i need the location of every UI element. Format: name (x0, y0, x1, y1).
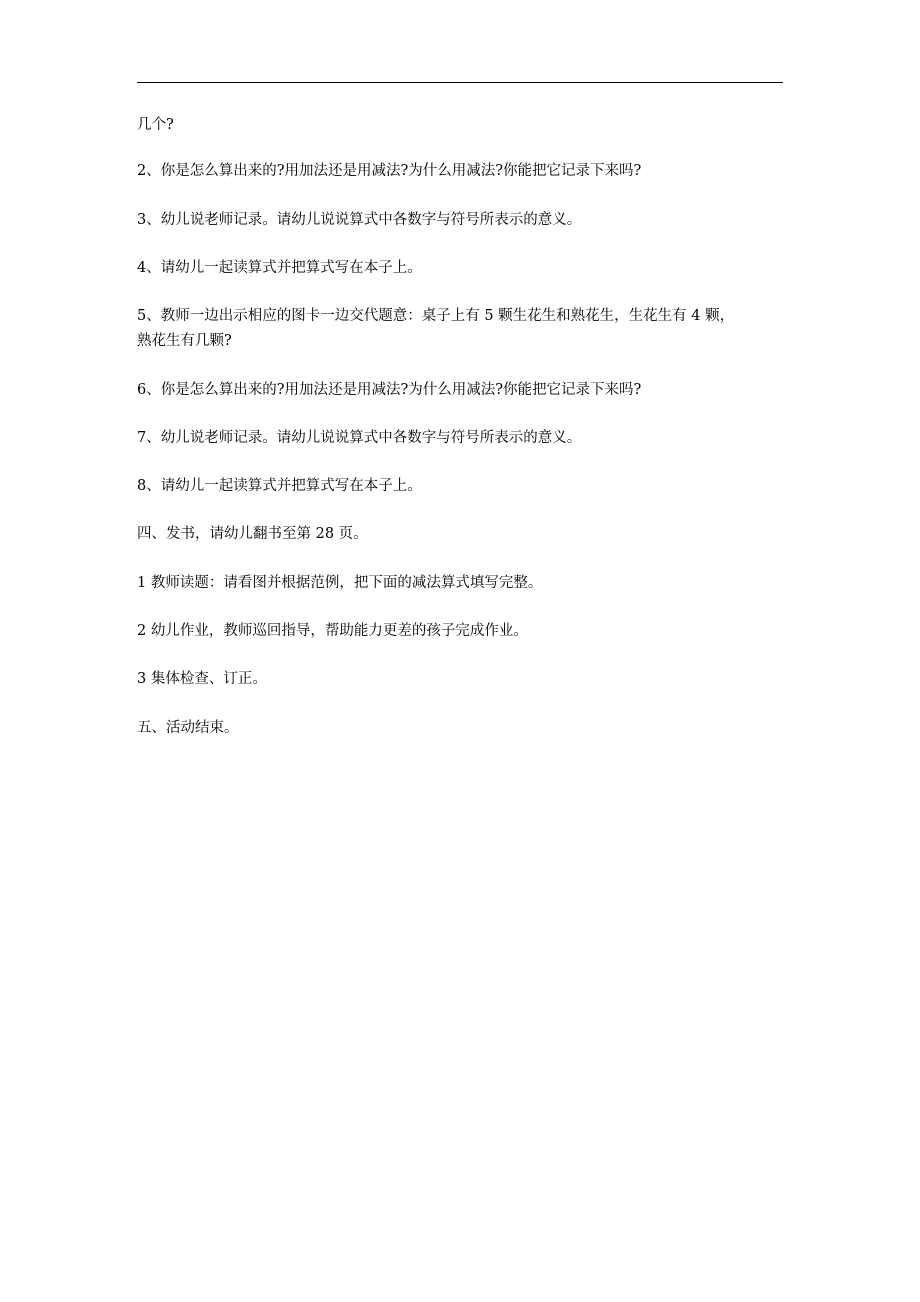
section-heading-4: 四、发书，请幼儿翻书至第 28 页。 (137, 526, 368, 542)
paragraph-continuation: 几个? (137, 117, 174, 133)
paragraph-step-1: 1 教师读题：请看图并根据范例，把下面的减法算式填写完整。 (137, 575, 543, 591)
paragraph-step-3: 3 集体检查、订正。 (137, 671, 267, 687)
paragraph-item-8: 8、请幼儿一起读算式并把算式写在本子上。 (137, 478, 422, 494)
paragraph-item-2: 2、你是怎么算出来的?用加法还是用减法?为什么用减法?你能把它记录下来吗? (137, 163, 642, 179)
header-rule (137, 82, 783, 83)
paragraph-item-5-cont: 熟花生有几颗? (137, 333, 232, 349)
paragraph-item-3: 3、幼儿说老师记录。请幼儿说说算式中各数字与符号所表示的意义。 (137, 212, 582, 228)
paragraph-item-5: 5、教师一边出示相应的图卡一边交代题意：桌子上有 5 颗生花生和熟花生，生花生有 4 颗， (137, 308, 735, 324)
paragraph-item-6: 6、你是怎么算出来的?用加法还是用减法?为什么用减法?你能把它记录下来吗? (137, 382, 642, 398)
paragraph-item-4: 4、请幼儿一起读算式并把算式写在本子上。 (137, 260, 422, 276)
paragraph-item-7: 7、幼儿说老师记录。请幼儿说说算式中各数字与符号所表示的意义。 (137, 430, 582, 446)
section-heading-5: 五、活动结束。 (137, 720, 239, 736)
paragraph-step-2: 2 幼儿作业，教师巡回指导，帮助能力更差的孩子完成作业。 (137, 623, 528, 639)
